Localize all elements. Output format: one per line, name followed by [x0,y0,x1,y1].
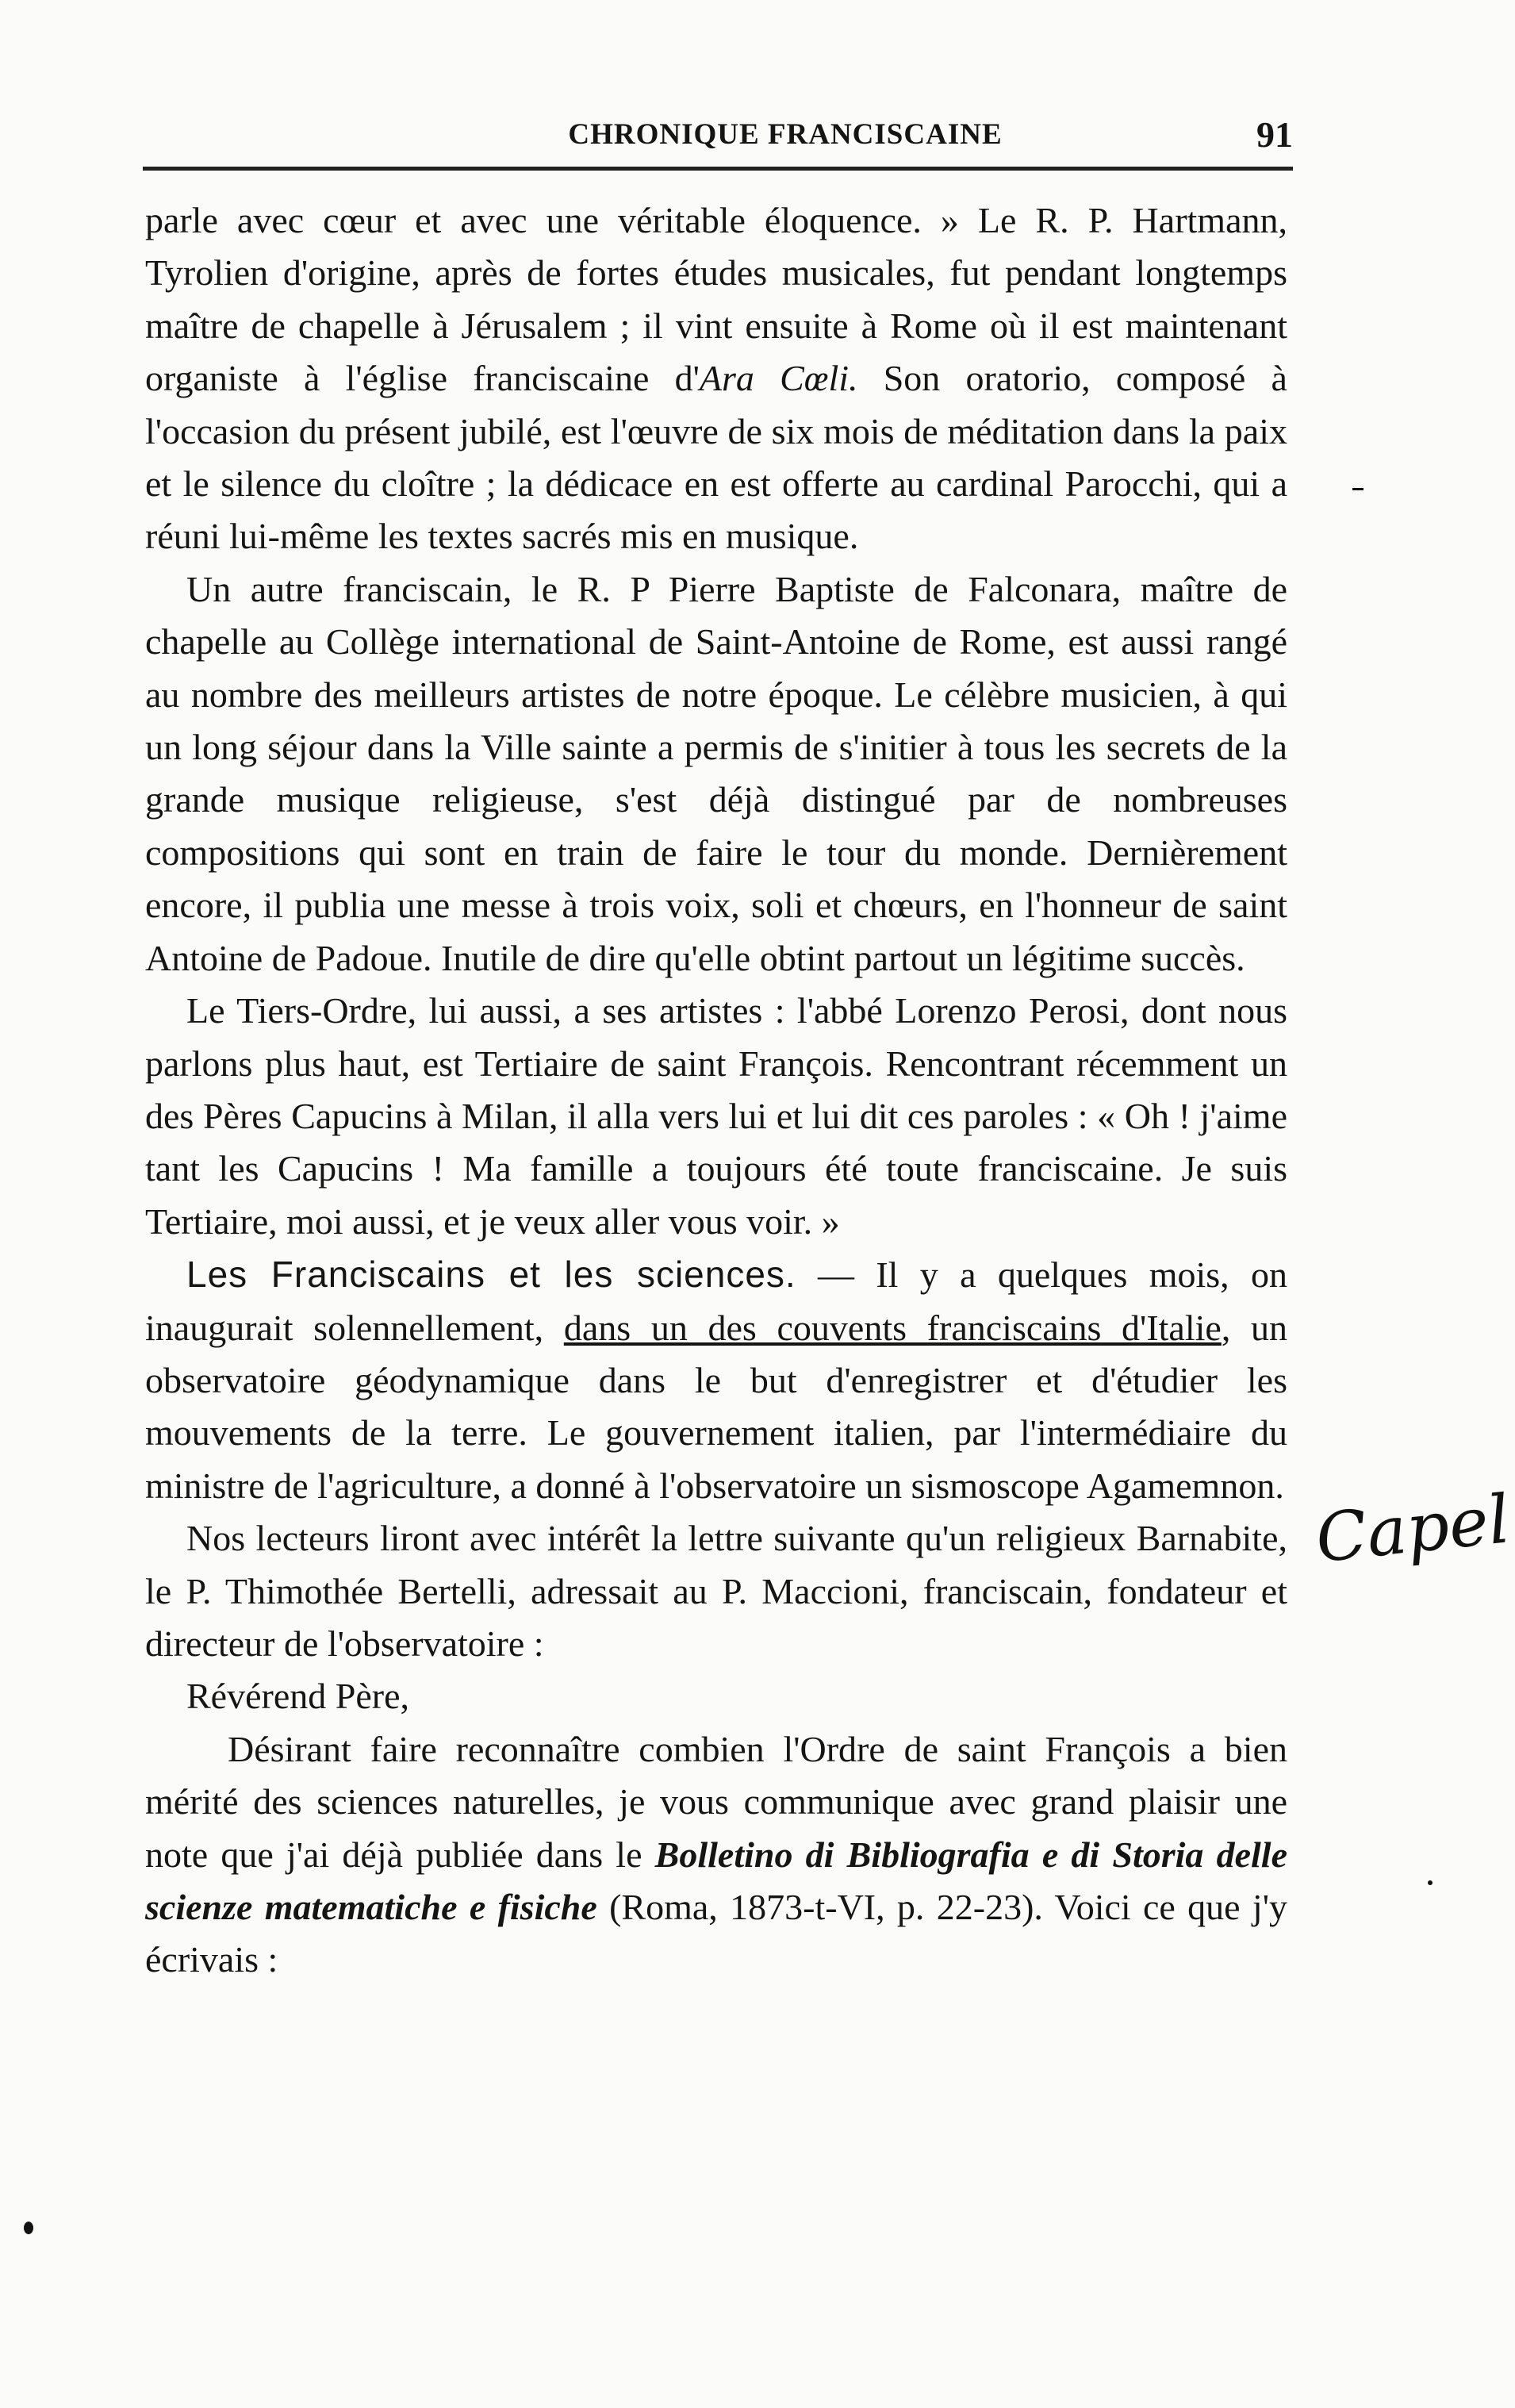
margin-dot [1428,1880,1433,1885]
letter-body [145,1723,1287,1987]
italic-title: Ara Cœli. [699,358,858,399]
handwritten-margin-note: Capel [1312,1480,1513,1578]
letter-salutation: Révérend Père, [186,1676,409,1717]
margin-dash [1352,488,1364,490]
page-number: 91 [1256,114,1293,155]
paragraph-tiers-ordre: Le Tiers-Ordre, lui aussi, a ses artistes : l'abbé Lorenzo Perosi, dont nous parlons plus haut, est Tertiaire de saint François. Rencontrant récemment un des Pères Capucins à Milan, il alla vers lui et lui dit ces paroles : « Oh ! j'aime tant les Capucins ! Ma famille a toujours été toute franciscaine. Je suis Tertiaire, moi aussi, et je veux aller vous voir. » [145,990,1287,1242]
paragraph-text: Désirant faire reconnaître combien l'Ordre de saint François a bien mérité des sciences naturelles, je vous communique avec grand plaisir une note que j'ai déjà publiée dans le [145,1728,1287,1875]
paragraph-text: parle avec cœur et avec une véritable éloquence. » Le R. P. Hartmann, Tyrolien d'origine, après de fortes études musicales, fut pendant longtemps maître de chapelle à Jérusalem ; il vint ensuite à Rome où il est maintenant organiste à l'église franciscaine d' [145,200,1287,399]
margin-dot [24,2222,33,2234]
paragraph-hartmann [145,194,1287,563]
section-heading: Les Franciscains et les sciences. [186,1254,796,1296]
paragraph-text: Son oratorio, composé à l'occasion du présent jubilé, est l'œuvre de six mois de méditation dans la paix et le silence du cloître ; la dédicace en est offerte au cardinal Parocchi, qui a réuni lui-même les textes sacrés mis en musique. [145,358,1287,557]
paragraph-lettre-intro: Nos lecteurs liront avec intérêt la lettre suivante qu'un religieux Barnabite, le P. Thimothée Bertelli, adressait au P. Maccioni, franciscain, fondateur et directeur de l'observatoire : [145,1518,1287,1664]
running-title: CHRONIQUE FRANCISCAINE [568,118,1003,151]
paragraph-sciences [145,1248,1287,1512]
paragraph-text: (Roma, 1873-t-VI, p. 22-23). Voici ce que j'y écrivais : [145,1887,1287,1980]
page-header [151,111,1293,159]
paragraph-text: — Il y a quelques mois, on inaugurait solennellement, [145,1254,1287,1348]
paragraph-text: , un observatoire géodynamique dans le but d'enregistrer et d'étudier les mouvements de la terre. Le gouvernement italien, par l'intermédiaire du ministre de l'agriculture, a donné à l'observatoire un sismoscope Agamemnon. [145,1307,1288,1506]
paragraph-falconara: Un autre franciscain, le R. P Pierre Baptiste de Falconara, maître de chapelle au Collège international de Saint-Antoine de Rome, est aussi rangé au nombre des meilleurs artistes de notre époque. Le célèbre musicien, à qui un long séjour dans la Ville sainte a permis de s'initier à tous les secrets de la grande musique religieuse, s'est déjà distingué par de nombreuses compositions qui sont en train de faire le tour du monde. Dernièrement encore, il publia une messe à trois voix, soli et chœurs, en l'honneur de saint Antoine de Padoue. Inutile de dire qu'elle obtint partout un légitime succès. [145,568,1287,978]
italic-journal-title: Bolletino di Bibliografia e di Storia delle scienze matematiche e fisiche [145,1834,1287,1927]
body-text [145,194,1287,1987]
underlined-phrase: dans un des couvents franciscains d'Italie [563,1307,1222,1348]
header-rule [143,167,1293,171]
